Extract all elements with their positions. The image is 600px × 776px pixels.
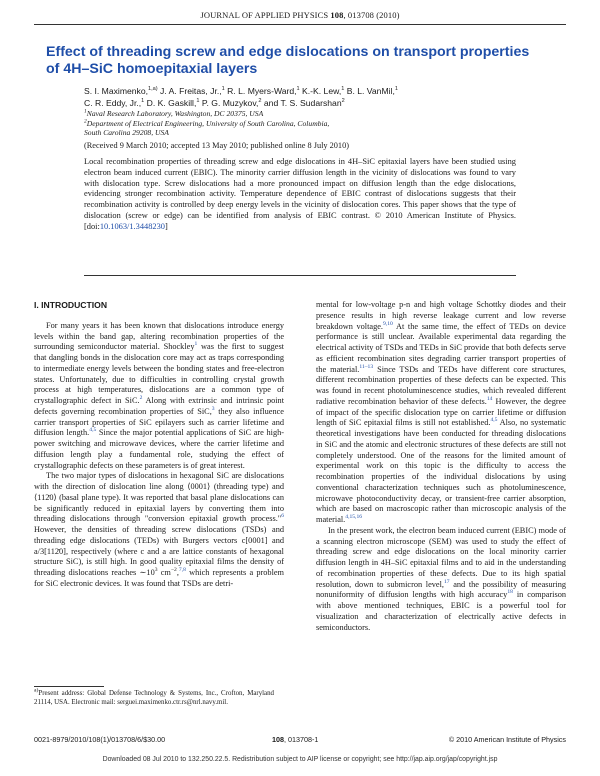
affiliation-mark: 1 (196, 97, 200, 104)
footer-copyright: © 2010 American Institute of Physics (448, 735, 566, 744)
title-line-1: Effect of threading screw and edge dislocations on transport properties (46, 44, 530, 60)
author-name: S. I. Maximenko, (84, 86, 148, 96)
author-name: P. G. Muzykov, (199, 97, 259, 108)
citation-link[interactable]: 4,15,16 (345, 514, 363, 521)
paragraph: mental for low-voltage p-n and high voltage Schottky diodes and their presence results in high reverse leakage current and low reverse breakdown voltage.$^{9,10}$ At the same time, the effect of TEDs on device performance is still unclear. Available experimental data regarding the electrical activity of TSDs and TEDs in SiC provide that both defects serve as efficient recombination sites degrading carrier transport properties of the material.$^{11-13}$ Since TSDs and TEDs have different core structures, different recombination properties of these defects can be expected. This was found in recent photoluminescence studies, which revealed different radiative recombination behavior of these defects.$^{14}$ However, the degree of impact of the specific dislocation type on carrier lifetime or diffusion length of SiC epitaxial films is still not established.$^{4,5}$ Also, no systematic theoretical investigations have been conducted for threading dislocations in SiC and the atomic and electronic structures of these defects are still not completely understood. One of the reasons for the limited amount of experimental work on this topic is the difficulty to access the recombination properties of the individual dislocations by using conventional characterization techniques such as photoluminescence, microwave photoconductivity decay, or transient-free carrier absorption, which are based on macroscopic rather than microscopic analysis of the material.$^{4,15,16}$ (316, 300, 566, 524)
running-head: JOURNAL OF APPLIED PHYSICS 108, 013708 (2010) (200, 10, 400, 20)
header-rule (34, 24, 566, 25)
author-name: C. R. Eddy, Jr., (84, 97, 142, 108)
right-column (316, 300, 566, 633)
paragraph: In the present work, the electron beam induced current (EBIC) mode of a scanning electron microscope (SEM) was used to study the effect of threading screw and edge dislocations on the local minority carrier diffusion length in 4H–SiC epitaxial films and to aid in the understanding of recombination properties of these defects. Due to its high spatial resolution, down to submicron level,$^{17}$ and the possibility of measuring nonuniformity of diffusion lengths with high accuracy$^{18}$ in comparison with above mentioned techniques, EBIC is a powerful tool for visualization and characterization of electrically active defects in semiconductors. (316, 525, 566, 632)
affiliation-mark: 2 (341, 97, 345, 104)
author-list (84, 86, 554, 109)
paragraph: For many years it has been known that dislocations introduce energy levels within the band gap, altering recombination properties of the surrounding semiconductor material. Shockley$^1$ was the first to suggest that dangling bonds in the dislocation core may act as traps corresponding to intermediate energy levels between the bonding states and free-electron states. Unfortunately, due to difficulties in controlling crystal growth process at high temperatures, dislocations are a common type of crystallographic defect in SiC.$^2$ Along with extrinsic and intrinsic point defects governing recombination properties of SiC,$^3$ they also influence carrier transport properties of SiC epilayers such as carrier lifetime and diffusion length.$^{4,5}$ Since the major potential applications of SiC are high-power switching and microwave devices, where the carrier lifetime and diffusion length play a fundamental role, studying the effect of crystallographic defects on these parameters is of great interest. (34, 320, 285, 470)
affiliation-2: $^2$Department of Electrical Engineering, University of South Carolina, Columbia, (84, 118, 330, 128)
affiliation-mark: 1,a) (148, 86, 158, 93)
footnote-rule (34, 686, 104, 687)
abstract-copyright: 2010 American Institute of Physics. (385, 210, 516, 220)
author-name: D. K. Gaskill, (144, 97, 197, 108)
author-name: J. A. Freitas, Jr., (157, 86, 222, 96)
doi-link[interactable]: 10.1063/1.3448230 (99, 221, 165, 231)
citation-link[interactable]: 18 (507, 589, 513, 596)
abstract: Local recombination properties of threading screw and edge dislocations in 4H–SiC epitaxial layers have been studied using electron beam induced current (EBIC). The minority carrier diffusion length in the vicinity of dislocations was found to vary with dislocation type. Screw dislocations had a more pronounced impact on diffusion length than the edge dislocations, evidencing stronger recombination activity. Temperature dependence of EBIC contrast of dislocations suggests that their recombination activity is controlled by deep energy levels in the vicinity of dislocation cores. This paper shows that the type of dislocation (screw or edge) can be identified from analysis of EBIC contrast. © 2010 American Institute of Physics. [doi:10.1063/1.3448230] (84, 157, 516, 231)
citation-link[interactable]: 7,8 (178, 567, 186, 574)
paragraph: The two major types of dislocations in hexagonal SiC are dislocations with the direction of dislocation line along ⟨0001⟩ (threading type) and ⟨112̄0⟩ (basal plane type). It was reported that basal plane dislocations can be significantly reduced in epitaxial layers by converting them into threading dislocations through "conversion epitaxial growth process."$^6$ However, the densities of threading screw dislocations (TSDs) and threading edge dislocations (TEDs) with Burgers vectors c[0001] and a/3[112̄0], respectively (where c and a are lattice constants of hexagonal structure SiC), is still high. In good quality epitaxial films the density of threading dislocations reaches $\sim 10^3$ $cm^{-2},^{7,8}$ which represents a problem for SiC electronic devices. It was found that TSDs are detri- (34, 471, 285, 588)
affiliation-1: $^1$Naval Research Laboratory, Washington, DC 20375, USA (84, 108, 264, 118)
citation-link[interactable]: 1 (194, 341, 198, 348)
section-heading: I. INTRODUCTION (34, 300, 108, 310)
citation-link[interactable]: 17 (443, 578, 450, 585)
download-notice: Downloaded 08 Jul 2010 to 132.250.22.5. Redistribution subject to AIP license or copyright; see http://jap.aip.org/jap/copyright.jsp (102, 756, 498, 763)
paper-title (46, 44, 566, 78)
author-name: and T. S. Sudarshan (261, 97, 342, 108)
affiliation-mark: 1 (296, 86, 300, 93)
affiliation-2-cont: South Carolina 29208, USA (84, 128, 169, 138)
author-name: K.-K. Lew, (299, 86, 342, 96)
abstract-rule (84, 275, 516, 276)
journal-name: JOURNAL OF APPLIED PHYSICS (200, 10, 329, 20)
author-name: R. L. Myers-Ward, (224, 86, 297, 96)
citation-link[interactable]: 11–13 (359, 363, 374, 370)
footer-issn: 0021-8979/2010/108(1)/013708/6/$30.00 (34, 735, 166, 744)
affiliation-mark: 2 (258, 97, 262, 104)
footer-page: 108, 013708-1 (272, 735, 319, 744)
affiliations (84, 109, 554, 138)
title-line-2: of 4H–SiC homoepitaxial layers (46, 61, 258, 77)
citation-link[interactable]: 14 (486, 395, 493, 402)
received-dates: (Received 9 March 2010; accepted 13 May 2010; published online 8 July 2010) (84, 141, 349, 150)
citation-link[interactable]: 4,5 (89, 427, 97, 434)
affiliation-mark: 1 (141, 97, 145, 104)
citation-link[interactable]: 2 (139, 395, 143, 402)
article-number: 013708 (2010) (347, 10, 400, 20)
affiliation-mark: 1 (394, 86, 398, 93)
citation-link[interactable]: 6 (281, 513, 284, 520)
footnote: $^{a)}$Present address: Global Defense Technology & Systems, Inc., Crofton, Maryland 21114, USA. Electronic mail: serguei.maximenko.ctr.rs@nrl.navy.mil. (34, 687, 274, 706)
citation-link[interactable]: 4,5 (490, 417, 498, 424)
citation-link[interactable]: 9,10 (383, 320, 393, 327)
affiliation-mark: 1 (341, 86, 345, 93)
author-name: B. L. VanMil, (344, 86, 395, 96)
left-column (34, 300, 284, 590)
journal-volume: 108 (330, 10, 344, 20)
citation-link[interactable]: 3 (211, 405, 215, 412)
abstract-text: Local recombination properties of threading screw and edge dislocations in 4H–SiC epitaxial layers have been studied using electron beam induced current (EBIC). The minority carrier diffusion length in the vicinity of dislocations was found to vary with dislocation type. Screw dislocations had a more pronounced impact on diffusion length than the edge dislocations, evidencing stronger recombination activity. Temperature dependence of EBIC contrast of dislocations suggests that their recombination activity is controlled by deep energy levels in the vicinity of dislocation cores. This paper shows that the type of dislocation (screw or edge) can be identified from analysis of EBIC contrast. © (84, 157, 516, 220)
affiliation-mark: 1 (221, 86, 225, 93)
